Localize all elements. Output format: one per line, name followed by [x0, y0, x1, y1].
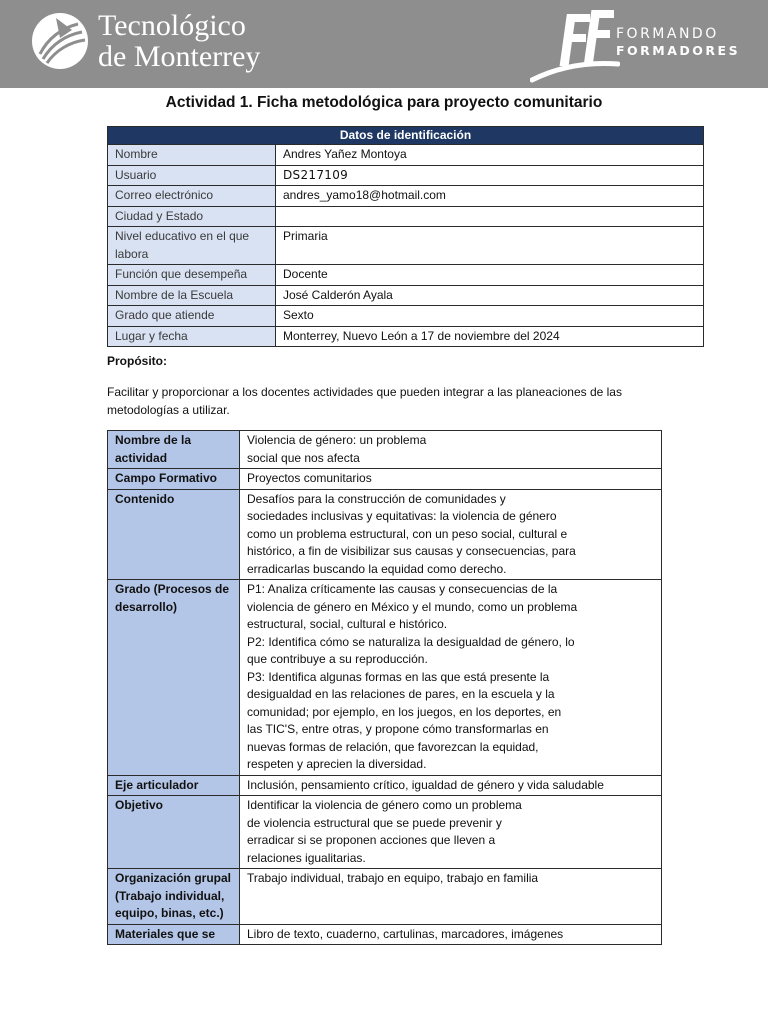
value-line: P3: Identifica algunas formas en las que está presente la [247, 669, 550, 684]
table-row [108, 206, 704, 227]
row-label: Función que desempeña [108, 265, 276, 286]
value-line: desigualdad en las relaciones de pares, en la escuela y la [247, 687, 555, 701]
table-row [108, 186, 704, 207]
identification-header-row [108, 127, 704, 145]
table-row [108, 580, 662, 776]
identification-table [107, 126, 704, 347]
formando-formadores-logo-icon [530, 6, 620, 84]
row-label: Correo electrónico [108, 186, 276, 207]
tec-line-1: Tecnológico [98, 9, 246, 42]
purpose-text: Facilitar y proporcionar a los docentes actividades que pueden integrar a las planeaciones de las metodologías a utilizar. [107, 385, 622, 417]
value-line: comunidad; por ejemplo, en los juegos, en los deportes, en [247, 704, 562, 719]
row-label: Ciudad y Estado [108, 206, 276, 227]
row-value [276, 206, 704, 227]
ff-line-1: FORMANDO [616, 26, 719, 42]
value-line: Identificar la violencia de género como un problema [247, 798, 522, 812]
value-line: Trabajo individual, trabajo en equipo, trabajo en familia [247, 871, 539, 885]
table-row [108, 924, 662, 945]
value-line: P1: Analiza críticamente las causas y consecuencias de la [247, 582, 558, 596]
value-line: Inclusión, pensamiento crítico, igualdad de género y vida saludable [247, 777, 604, 792]
table-row [108, 165, 704, 186]
row-label: Nombre de la Escuela [108, 285, 276, 306]
table-row [108, 265, 704, 286]
row-label: Usuario [108, 165, 276, 186]
table-row [108, 775, 662, 796]
value-line: erradicarlas buscando la equidad como derecho. [247, 561, 507, 576]
value-line: respeten y aprecien la diversidad. [247, 757, 427, 771]
table-row [108, 431, 662, 469]
value-line: violencia de género en México y el mundo, como un problema [247, 599, 578, 614]
purpose-label: Propósito: [107, 354, 167, 368]
row-value: Monterrey, Nuevo León a 17 de noviembre del 2024 [276, 326, 704, 347]
table-row [108, 285, 704, 306]
row-value [240, 775, 662, 796]
tec-monterrey-wordmark [98, 10, 260, 72]
row-value [240, 489, 662, 580]
table-row [108, 869, 662, 925]
row-value [240, 796, 662, 869]
tec-line-2: de Monterrey [98, 40, 261, 73]
value-line: de violencia estructural que se puede prevenir y [247, 815, 502, 830]
row-value: Primaria [276, 227, 704, 265]
row-label: Nivel educativo en el que labora [108, 227, 276, 265]
row-label: Materiales que se [108, 924, 240, 945]
value-line: Desafíos para la construcción de comunidades y [247, 491, 506, 506]
row-value: José Calderón Ayala [276, 285, 704, 306]
row-label: Campo Formativo [108, 469, 240, 490]
row-label: Grado (Procesos de desarrollo) [108, 580, 240, 776]
identification-heading: Datos de identificación [108, 127, 704, 145]
page-header [0, 0, 768, 88]
table-row [108, 145, 704, 166]
value-line: como un problema estructural, con un peso social, cultural e [247, 526, 568, 541]
row-label: Nombre [108, 145, 276, 166]
row-label: Lugar y fecha [108, 326, 276, 347]
row-value: Sexto [276, 306, 704, 327]
table-row [108, 326, 704, 347]
value-line: erradicar si se proponen acciones que lleven a [247, 833, 496, 847]
value-line: relaciones igualitarias. [247, 850, 366, 865]
row-label: Grado que atiende [108, 306, 276, 327]
ff-line-2: FORMADORES [616, 43, 741, 58]
value-line: Libro de texto, cuaderno, cartulinas, marcadores, imágenes [247, 926, 564, 941]
tec-monterrey-logo-icon [30, 8, 90, 74]
table-row [108, 796, 662, 869]
row-value [240, 869, 662, 925]
value-line: Violencia de género: un problema [247, 433, 427, 447]
row-value: Andres Yañez Montoya [276, 145, 704, 166]
row-value [240, 431, 662, 469]
value-line: Proyectos comunitarios [247, 471, 372, 485]
value-line: que contribuye a su reproducción. [247, 652, 428, 666]
value-line: nuevas formas de relación, que favorezcan la equidad, [247, 739, 539, 754]
value-line: las TIC'S, entre otras, y propone cómo transformarlas en [247, 722, 549, 736]
page-title: Actividad 1. Ficha metodológica para proyecto comunitario [165, 94, 603, 111]
value-line: histórico, a fin de visibilizar sus causas y consecuencias, para [247, 544, 576, 558]
row-value: DS217109 [276, 165, 704, 186]
row-label: Nombre de la actividad [108, 431, 240, 469]
activity-table [107, 430, 662, 945]
formando-formadores-wordmark [616, 26, 740, 59]
value-line: social que nos afecta [247, 450, 360, 465]
row-label: Organización grupal (Trabajo individual, equipo, binas, etc.) [108, 869, 240, 925]
row-value: Docente [276, 265, 704, 286]
row-label: Eje articulador [108, 775, 240, 796]
table-row [108, 306, 704, 327]
table-row [108, 469, 662, 490]
value-line: estructural, social, cultural e histórico. [247, 617, 448, 631]
value-line: sociedades inclusivas y equitativas: la violencia de género [247, 509, 557, 523]
table-row [108, 489, 662, 580]
row-label: Objetivo [108, 796, 240, 869]
value-line: P2: Identifica cómo se naturaliza la desigualdad de género, lo [247, 634, 575, 649]
row-value [240, 469, 662, 490]
row-value [240, 924, 662, 945]
row-value [240, 580, 662, 776]
row-label: Contenido [108, 489, 240, 580]
table-row [108, 227, 704, 265]
row-value: andres_yamo18@hotmail.com [276, 186, 704, 207]
